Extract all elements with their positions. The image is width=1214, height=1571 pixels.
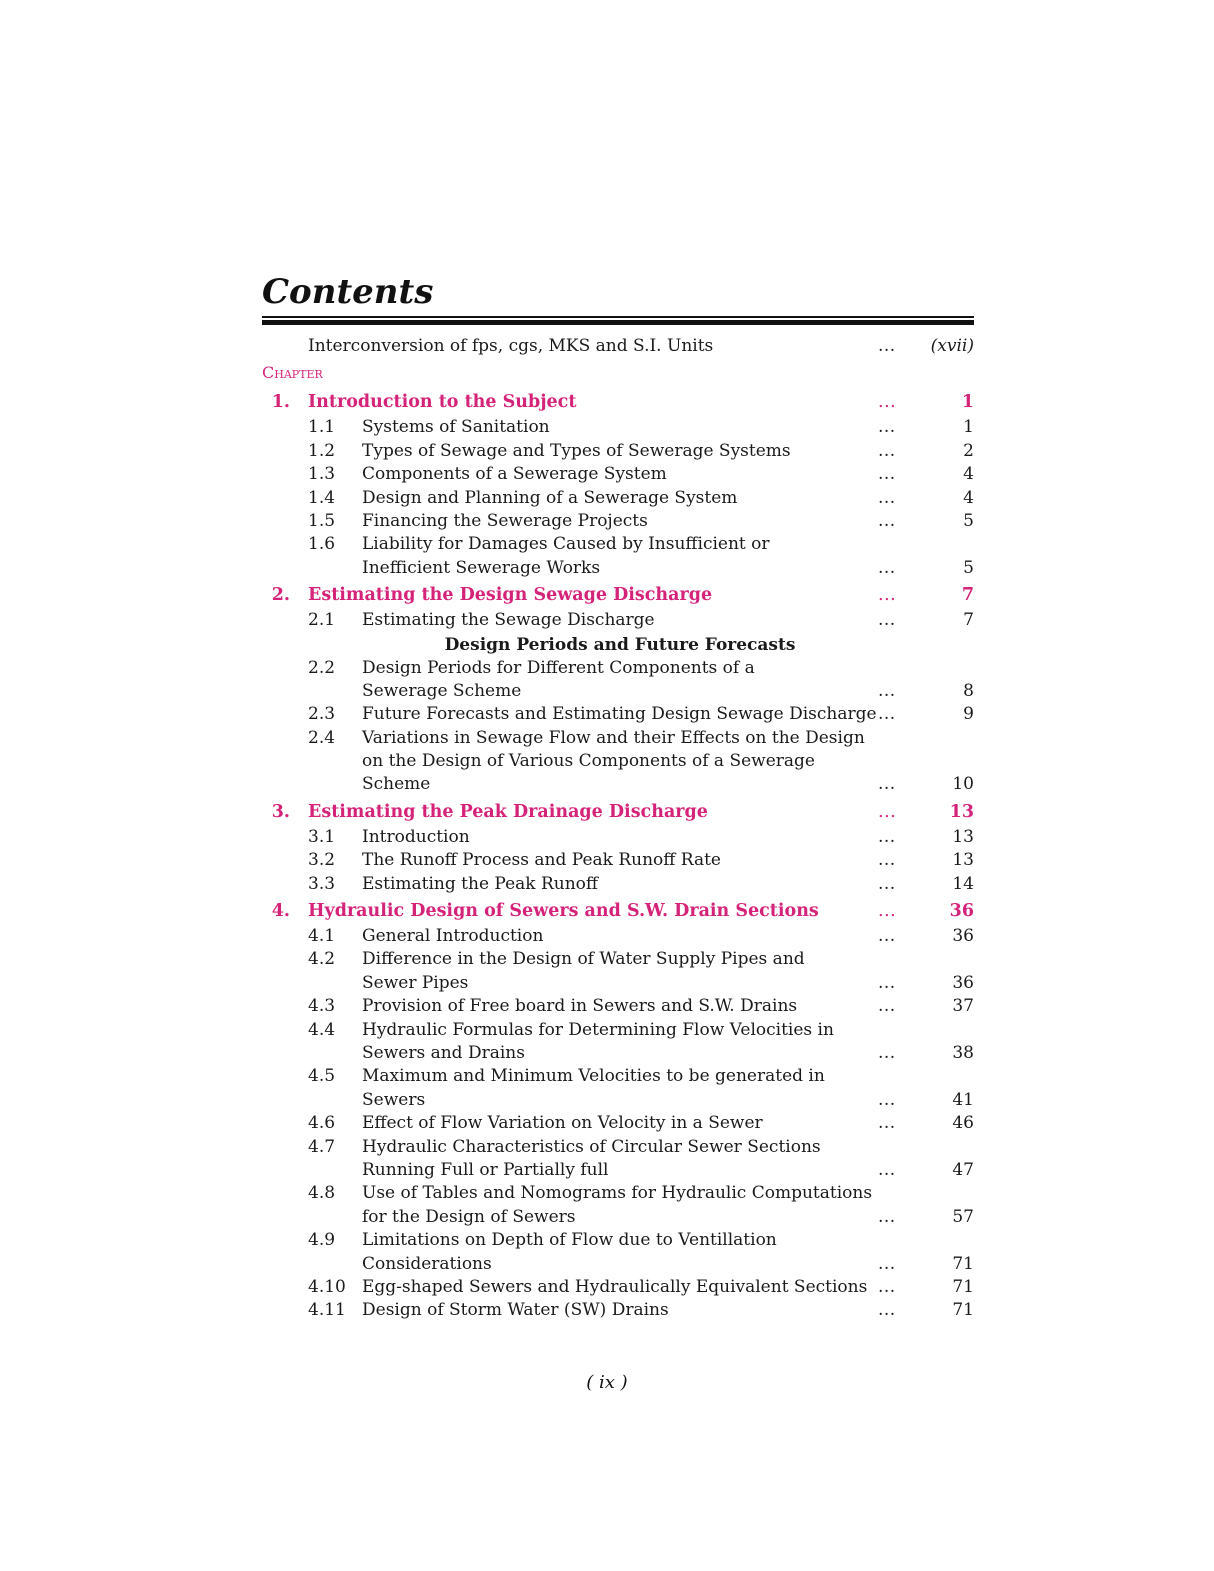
leader-dots: ... [878,972,896,993]
leader-dots: ... [878,1276,896,1297]
toc-entry[interactable] [262,1089,974,1112]
leader-dots: ... [878,440,896,461]
toc-entry-title: Running Full or Partially full [362,1159,609,1180]
toc-entry[interactable] [262,849,974,872]
toc-entry[interactable] [262,1042,974,1065]
toc-entry-title: Effect of Flow Variation on Velocity in a Sewer [362,1113,763,1134]
toc-entry-page: 5 [963,510,974,531]
toc-entry-title: Design and Planning of a Sewerage System [362,487,738,508]
toc-list [262,335,974,1323]
toc-intro-entry[interactable] [262,335,974,358]
toc-entry-page: 7 [963,610,974,631]
leader-dots: ... [878,996,896,1017]
leader-dots: ... [878,826,896,847]
toc-entry-title: Scheme [362,774,431,795]
leader-dots: ... [878,801,897,822]
toc-entry[interactable] [262,680,974,703]
toc-entry[interactable] [262,1136,974,1159]
toc-entry-title: Difference in the Design of Water Supply Pipes and [362,949,805,970]
toc-entry-title: Systems of Sanitation [362,417,550,438]
toc-entry[interactable] [262,1065,974,1088]
toc-entry-title: Estimating the Peak Runoff [362,873,598,894]
leader-dots: ... [878,1042,896,1063]
toc-entry[interactable] [262,1253,974,1276]
chapter-number: 2. [271,585,290,606]
toc-entry-title: Introduction [362,826,470,847]
toc-entry[interactable] [262,1206,974,1229]
toc-entry-title: Provision of Free board in Sewers and S.W. Drains [362,996,798,1017]
chapter-page: 1 [961,392,974,413]
chapter-number: 3. [271,801,290,822]
chapter-column-label [262,358,974,387]
chapter-title: Hydraulic Design of Sewers and S.W. Drain Sections [308,901,819,922]
toc-entry-title: Limitations on Depth of Flow due to Ventillation [362,1230,777,1251]
toc-entry-page: 36 [952,926,974,947]
toc-chapter-heading[interactable] [262,799,974,826]
leader-dots: ... [878,1113,896,1134]
title-rule-thick [262,320,974,325]
toc-entry-title: Estimating the Sewage Discharge [362,610,655,631]
leader-dots: ... [878,510,896,531]
toc-entry-title: Hydraulic Formulas for Determining Flow Velocities in [362,1019,834,1040]
toc-entry-title: Inefficient Sewerage Works [362,557,601,578]
leader-dots: ... [878,557,896,578]
leader-dots: ... [878,704,896,725]
toc-entry[interactable] [262,1019,974,1042]
toc-entry-title: Egg-shaped Sewers and Hydraulically Equivalent Sections [362,1276,868,1297]
toc-entry-title: Sewer Pipes [362,972,469,993]
toc-entry-page: 47 [952,1159,974,1180]
toc-entry-title: Variations in Sewage Flow and their Effects on the Design [362,727,865,748]
chapter-title: Estimating the Peak Drainage Discharge [308,801,708,822]
toc-entry[interactable] [262,1299,974,1322]
toc-entry[interactable] [262,510,974,533]
leader-dots: ... [878,1253,896,1274]
leader-dots: ... [878,1159,896,1180]
leader-dots: ... [878,417,896,438]
page-number-footer: ( ix ) [586,1372,628,1393]
toc-entry-number: 4.1 [308,926,336,947]
toc-entry[interactable] [262,657,974,680]
toc-entry[interactable] [262,1159,974,1182]
toc-entry-page: 57 [952,1206,974,1227]
toc-entry-number: 4.11 [308,1300,346,1321]
toc-entry[interactable] [262,1112,974,1135]
leader-dots: ... [878,873,896,894]
section-subheading [262,633,974,657]
toc-entry-page: 10 [952,774,974,795]
toc-entry[interactable] [262,609,974,632]
toc-entry-title: The Runoff Process and Peak Runoff Rate [362,850,721,871]
toc-entry[interactable] [262,873,974,896]
toc-entry-number: 4.5 [308,1066,336,1087]
toc-entry-number: 4.3 [308,996,336,1017]
toc-entry-page: 13 [952,826,974,847]
toc-entry[interactable] [262,533,974,556]
toc-entry-number: 2.4 [308,727,336,748]
toc-entry[interactable] [262,750,974,773]
leader-dots: ... [878,610,896,631]
leader-dots: ... [878,392,897,413]
chapter-label: Chapter [262,363,323,383]
toc-entry-number: 4.10 [308,1276,346,1297]
leader-dots: ... [878,680,896,701]
toc-entry[interactable] [262,972,974,995]
toc-entry-number: 2.3 [308,704,336,725]
toc-entry-number: 1.4 [308,487,336,508]
page-title: Contents [262,272,434,312]
toc-entry[interactable] [262,995,974,1018]
toc-entry-number: 4.4 [308,1019,336,1040]
toc-entry[interactable] [262,727,974,750]
toc-entry-page: 1 [963,417,974,438]
toc-entry-page: (xvii) [930,336,974,356]
toc-entry-title: Maximum and Minimum Velocities to be generated in [362,1066,825,1087]
toc-entry-page: 36 [952,972,974,993]
chapter-title: Estimating the Design Sewage Discharge [308,585,713,606]
toc-entry-title: Considerations [362,1253,492,1274]
leader-dots: ... [878,487,896,508]
leader-dots: ... [878,901,897,922]
toc-entry-title: Use of Tables and Nomograms for Hydraulic Computations [362,1183,873,1204]
toc-entry-page: 8 [963,680,974,701]
chapter-page: 13 [949,801,974,822]
toc-entry[interactable] [262,1229,974,1252]
toc-entry-page: 38 [952,1042,974,1063]
toc-chapter-heading[interactable] [262,582,974,609]
toc-entry-title: Hydraulic Characteristics of Circular Sewer Sections [362,1136,821,1157]
toc-entry-number: 2.1 [308,610,336,631]
toc-entry-page: 46 [952,1113,974,1134]
toc-entry-title: Sewers and Drains [362,1042,525,1063]
toc-entry[interactable] [262,557,974,580]
toc-entry-title: Interconversion of fps, cgs, MKS and S.I. Units [308,336,714,356]
toc-entry-title: Liability for Damages Caused by Insufficient or [362,534,770,555]
toc-entry-number: 3.1 [308,826,336,847]
toc-entry-title: Types of Sewage and Types of Sewerage Systems [362,440,791,461]
toc-entry[interactable] [262,773,974,796]
toc-entry-number: 4.9 [308,1230,336,1251]
toc-entry-page: 71 [952,1253,974,1274]
toc-entry-number: 3.2 [308,850,336,871]
toc-entry-number: 4.7 [308,1136,336,1157]
toc-entry-page: 2 [963,440,974,461]
toc-entry-number: 1.1 [308,417,336,438]
title-rule-thin [262,316,974,318]
toc-entry-number: 4.2 [308,949,336,970]
chapter-page: 36 [949,901,974,922]
toc-entry-number: 1.6 [308,534,336,555]
toc-entry-title: Financing the Sewerage Projects [362,510,648,531]
toc-entry-number: 1.3 [308,464,336,485]
toc-entry-page: 14 [952,873,974,894]
leader-dots: ... [878,464,896,485]
chapter-title: Introduction to the Subject [308,392,577,413]
toc-entry[interactable] [262,925,974,948]
toc-entry[interactable] [262,463,974,486]
toc-entry-number: 1.2 [308,440,336,461]
toc-entry-page: 4 [963,487,974,508]
leader-dots: ... [878,850,896,871]
toc-entry-page: 4 [963,464,974,485]
toc-entry-page: 71 [952,1276,974,1297]
toc-entry-title: Sewers [362,1089,426,1110]
toc-entry[interactable] [262,703,974,726]
leader-dots: ... [878,1206,896,1227]
toc-entry[interactable] [262,440,974,463]
toc-entry-title: General Introduction [362,926,544,947]
toc-entry[interactable] [262,948,974,971]
toc-entry[interactable] [262,826,974,849]
chapter-page: 7 [961,585,974,606]
toc-entry-page: 9 [963,704,974,725]
toc-entry-page: 41 [952,1089,974,1110]
toc-entry-title: for the Design of Sewers [362,1206,576,1227]
toc-entry-title: Design Periods for Different Components of a [362,657,755,678]
toc-entry-number: 3.3 [308,873,336,894]
leader-dots: ... [878,926,896,947]
chapter-number: 1. [271,392,290,413]
toc-entry-page: 5 [963,557,974,578]
leader-dots: ... [878,585,897,606]
contents-page [262,270,974,1323]
toc-entry[interactable] [262,1182,974,1205]
toc-entry-title: Components of a Sewerage System [362,464,667,485]
toc-entry-number: 4.8 [308,1183,336,1204]
title-rule [262,316,974,325]
toc-chapter-heading[interactable] [262,898,974,925]
toc-entry-title: on the Design of Various Components of a Sewerage [362,751,815,772]
toc-entry[interactable] [262,416,974,439]
toc-chapter-heading[interactable] [262,389,974,416]
toc-entry-title: Sewerage Scheme [362,680,522,701]
toc-entry-number: 2.2 [308,657,336,678]
toc-entry-page: 71 [952,1300,974,1321]
toc-entry-page: 37 [952,996,974,1017]
leader-dots: ... [878,774,896,795]
toc-entry-title: Future Forecasts and Estimating Design Sewage Discharge [362,704,877,725]
chapter-number: 4. [271,901,290,922]
toc-entry-number: 1.5 [308,510,336,531]
toc-entry-title: Design of Storm Water (SW) Drains [362,1300,669,1321]
toc-entry-number: 4.6 [308,1113,336,1134]
leader-dots: ... [878,1300,896,1321]
leader-dots: ... [878,1089,896,1110]
toc-entry[interactable] [262,1276,974,1299]
toc-entry-page: 13 [952,850,974,871]
toc-entry[interactable] [262,487,974,510]
leader-dots: ... [878,336,896,356]
subheading-text: Design Periods and Future Forecasts [444,634,796,655]
